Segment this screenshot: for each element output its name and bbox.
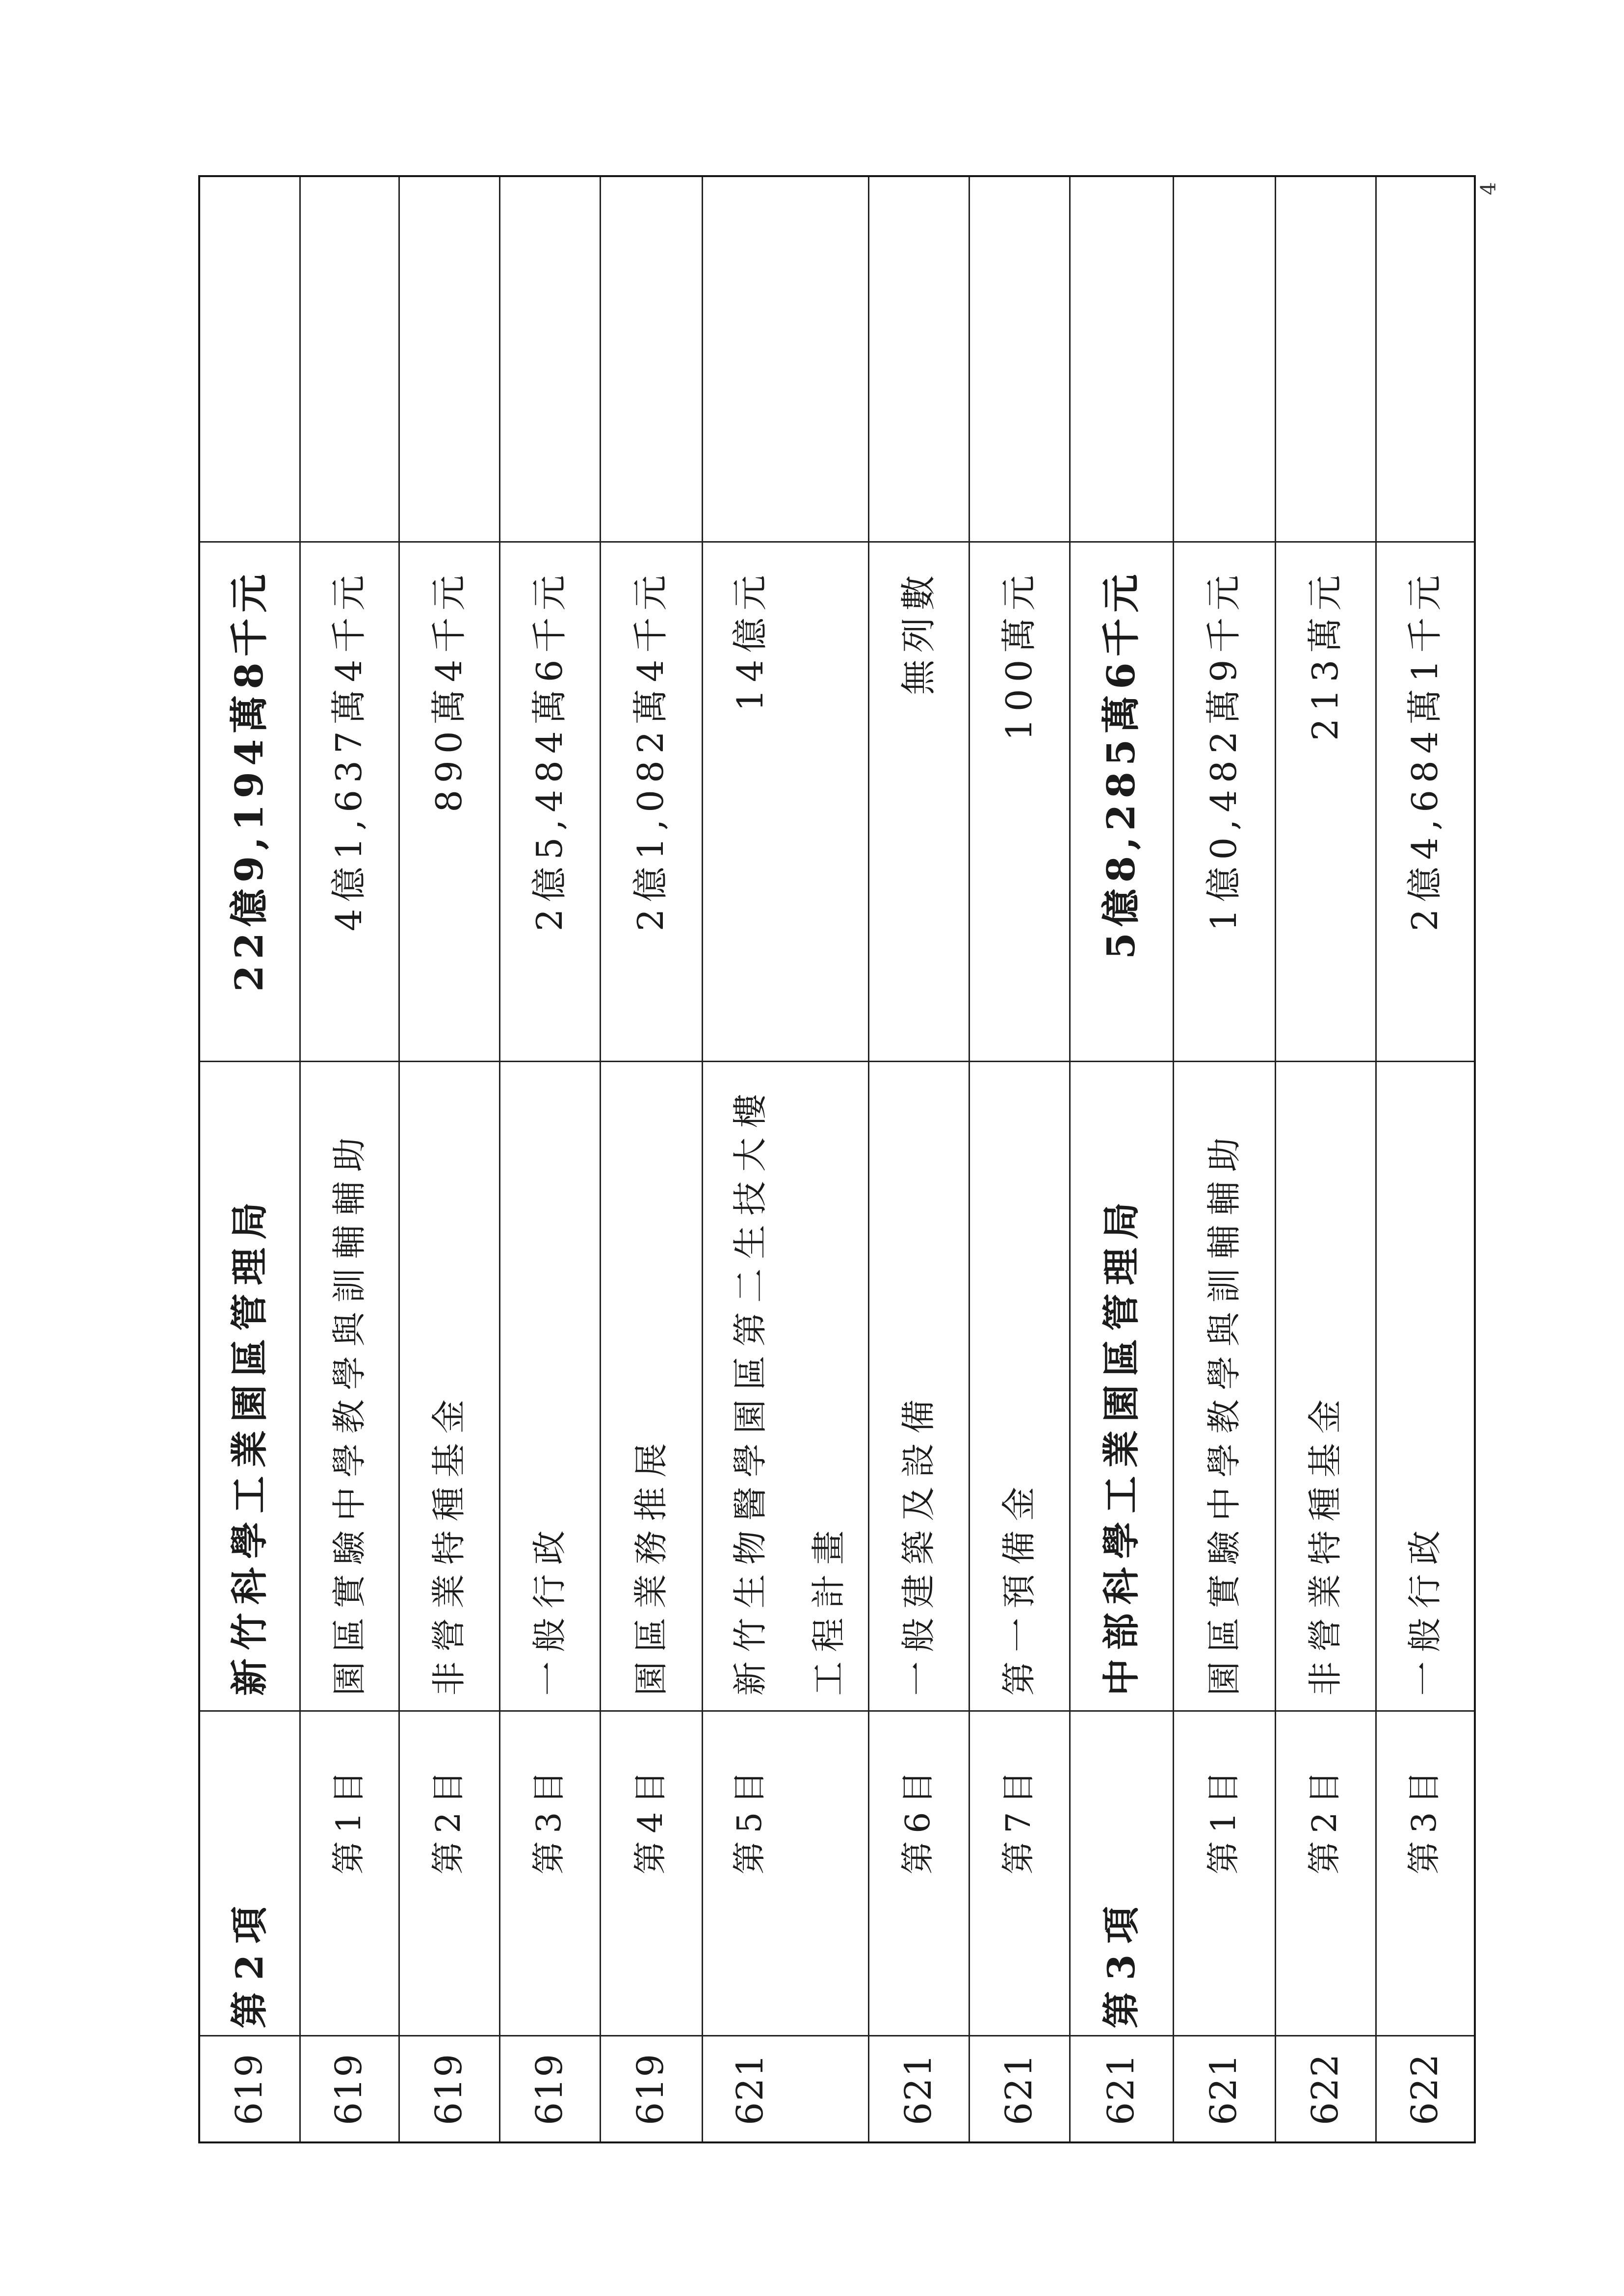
code-cell: 622 (1376, 2036, 1475, 2142)
code-cell: 621 (702, 2036, 868, 2142)
level-cell: 第2目 (1275, 1711, 1376, 2036)
amount-cell: 4億1,637萬4千元 (300, 542, 399, 1062)
item-row (300, 176, 399, 2142)
remark-cell (499, 176, 600, 542)
code-cell: 622 (1275, 2036, 1376, 2142)
name-cell: 一般建築及設備 (868, 1062, 969, 1711)
remark-cell (1376, 176, 1475, 542)
name-cell: 一般行政 (1376, 1062, 1475, 1711)
level-cell: 第3項 (1070, 1711, 1173, 2036)
level-cell: 第3目 (1376, 1711, 1475, 2036)
level-cell: 第1目 (1173, 1711, 1275, 2036)
item-row (1376, 176, 1475, 2142)
name-cell: 一般行政 (499, 1062, 600, 1711)
code-cell: 619 (499, 2036, 600, 2142)
name-line: 新竹生物醫學園區第二生技大樓 (730, 1084, 770, 1696)
level-cell: 第6目 (868, 1711, 969, 2036)
amount-cell: 2億4,684萬1千元 (1376, 542, 1475, 1062)
code-cell: 619 (600, 2036, 702, 2142)
amount-cell: 890萬4千元 (399, 542, 499, 1062)
budget-table-wrapper (198, 177, 1458, 2143)
level-cell: 第1目 (300, 1711, 399, 2036)
budget-table (198, 175, 1476, 2143)
level-cell: 第2目 (399, 1711, 499, 2036)
item-row (702, 176, 868, 2142)
name-cell: 新竹科學工業園區管理局 (199, 1062, 300, 1711)
item-row (1275, 176, 1376, 2142)
code-cell: 619 (399, 2036, 499, 2142)
amount-cell: 5億8,285萬6千元 (1070, 542, 1173, 1062)
item-row (868, 176, 969, 2142)
item-row (600, 176, 702, 2142)
section-row (199, 176, 300, 2142)
remark-cell (1173, 176, 1275, 542)
name-cell: 園區實驗中學教學與訓輔輔助 (300, 1062, 399, 1711)
level-cell: 第4目 (600, 1711, 702, 2036)
remark-cell (399, 176, 499, 542)
amount-cell: 213萬元 (1275, 542, 1376, 1062)
level-cell: 第7目 (969, 1711, 1070, 2036)
name-cell: 第一預備金 (969, 1062, 1070, 1711)
remark-cell (868, 176, 969, 542)
page-number: 4 (1476, 182, 1500, 195)
level-cell: 第3目 (499, 1711, 600, 2036)
remark-cell (969, 176, 1070, 542)
code-cell: 619 (300, 2036, 399, 2142)
remark-cell (199, 176, 300, 542)
level-cell: 第5目 (702, 1711, 868, 2036)
name-cell: 園區業務推展 (600, 1062, 702, 1711)
code-cell: 621 (969, 2036, 1070, 2142)
amount-cell: 1億0,482萬9千元 (1173, 542, 1275, 1062)
code-cell: 621 (1070, 2036, 1173, 2142)
amount-cell: 14億元 (702, 542, 868, 1062)
amount-cell: 22億9,194萬8千元 (199, 542, 300, 1062)
name-line: 工程計畫 (808, 1521, 849, 1696)
name-cell: 園區實驗中學教學與訓輔輔助 (1173, 1062, 1275, 1711)
code-cell: 621 (1173, 2036, 1275, 2142)
remark-cell (300, 176, 399, 542)
item-row (969, 176, 1070, 2142)
remark-cell (600, 176, 702, 542)
remark-cell (1275, 176, 1376, 542)
amount-cell: 無列數 (868, 542, 969, 1062)
item-row (499, 176, 600, 2142)
amount-cell: 2億1,082萬4千元 (600, 542, 702, 1062)
remark-cell (702, 176, 868, 542)
remark-cell (1070, 176, 1173, 542)
code-cell: 621 (868, 2036, 969, 2142)
item-row (399, 176, 499, 2142)
amount-cell: 100萬元 (969, 542, 1070, 1062)
name-cell (702, 1062, 868, 1711)
amount-cell: 2億5,484萬6千元 (499, 542, 600, 1062)
name-cell: 非營業特種基金 (1275, 1062, 1376, 1711)
item-row (1173, 176, 1275, 2142)
name-cell: 非營業特種基金 (399, 1062, 499, 1711)
level-cell: 第2項 (199, 1711, 300, 2036)
code-cell: 619 (199, 2036, 300, 2142)
name-cell: 中部科學工業園區管理局 (1070, 1062, 1173, 1711)
section-row (1070, 176, 1173, 2142)
